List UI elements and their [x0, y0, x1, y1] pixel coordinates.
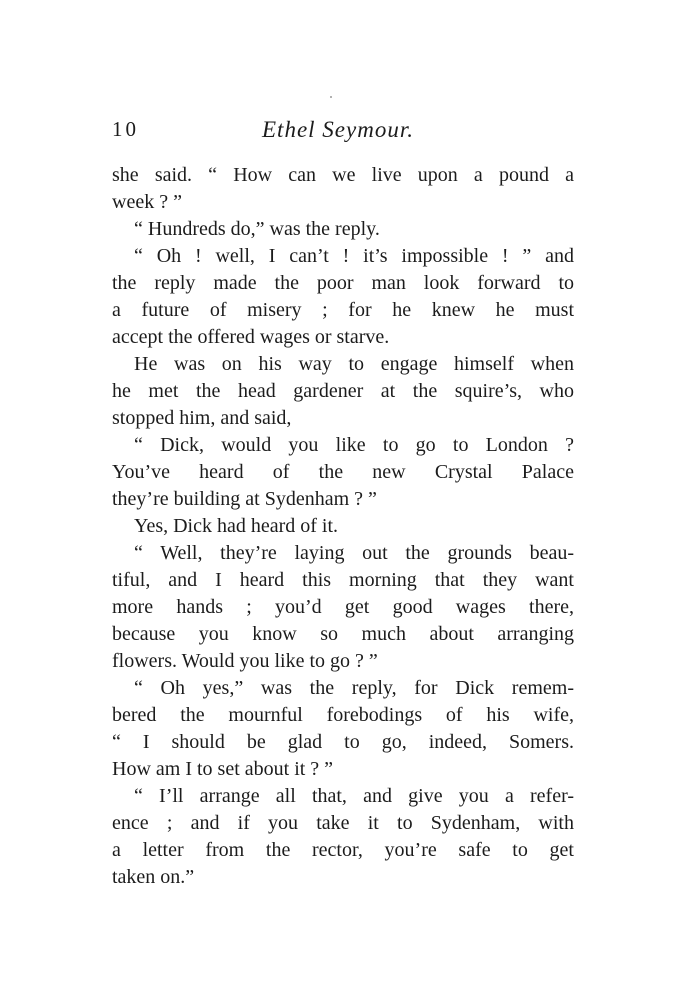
text-line: “ Well, they’re laying out the grounds beau- [134, 542, 574, 564]
text-line: “ Hundreds do,” was the reply. [134, 218, 380, 240]
text-line: “ Oh yes,” was the reply, for Dick remem- [134, 677, 574, 699]
text-line: stopped him, and said, [112, 407, 292, 429]
text-line: they’re building at Sydenham ? ” [112, 488, 377, 510]
text-line: accept the offered wages or starve. [112, 326, 390, 348]
text-line: more hands ; you’d get good wages there, [112, 596, 574, 618]
text-line: “ I’ll arrange all that, and give you a refer- [134, 785, 574, 807]
text-line: taken on.” [112, 866, 195, 888]
text-line: a future of misery ; for he knew he must [112, 299, 574, 321]
text-line: because you know so much about arranging [112, 623, 574, 645]
text-line: How am I to set about it ? ” [112, 758, 334, 780]
text-line: week ? ” [112, 191, 182, 213]
page-number: 10 [112, 117, 139, 141]
text-line: he met the head gardener at the squire’s, who [112, 380, 574, 402]
body-text [112, 162, 574, 891]
text-line: the reply made the poor man look forward to [112, 272, 574, 294]
text-line: “ I should be glad to go, indeed, Somers. [112, 731, 574, 753]
text-line: a letter from the rector, you’re safe to get [112, 839, 574, 861]
text-line: she said. “ How can we live upon a pound a [112, 164, 574, 186]
running-title: Ethel Seymour. [262, 117, 414, 142]
text-line: bered the mournful forebodings of his wife, [112, 704, 574, 726]
text-line: “ Dick, would you like to go to London ? [134, 434, 574, 456]
text-line: He was on his way to engage himself when [134, 353, 574, 375]
text-line: You’ve heard of the new Crystal Palace [112, 461, 574, 483]
paper-speck [330, 96, 332, 98]
text-line: flowers. Would you like to go ? ” [112, 650, 378, 672]
text-line: Yes, Dick had heard of it. [134, 515, 339, 537]
text-line: “ Oh ! well, I can’t ! it’s impossible ! ” and [134, 245, 574, 267]
text-line: tiful, and I heard this morning that they want [112, 569, 574, 591]
running-head [112, 117, 572, 145]
text-line: ence ; and if you take it to Sydenham, with [112, 812, 574, 834]
